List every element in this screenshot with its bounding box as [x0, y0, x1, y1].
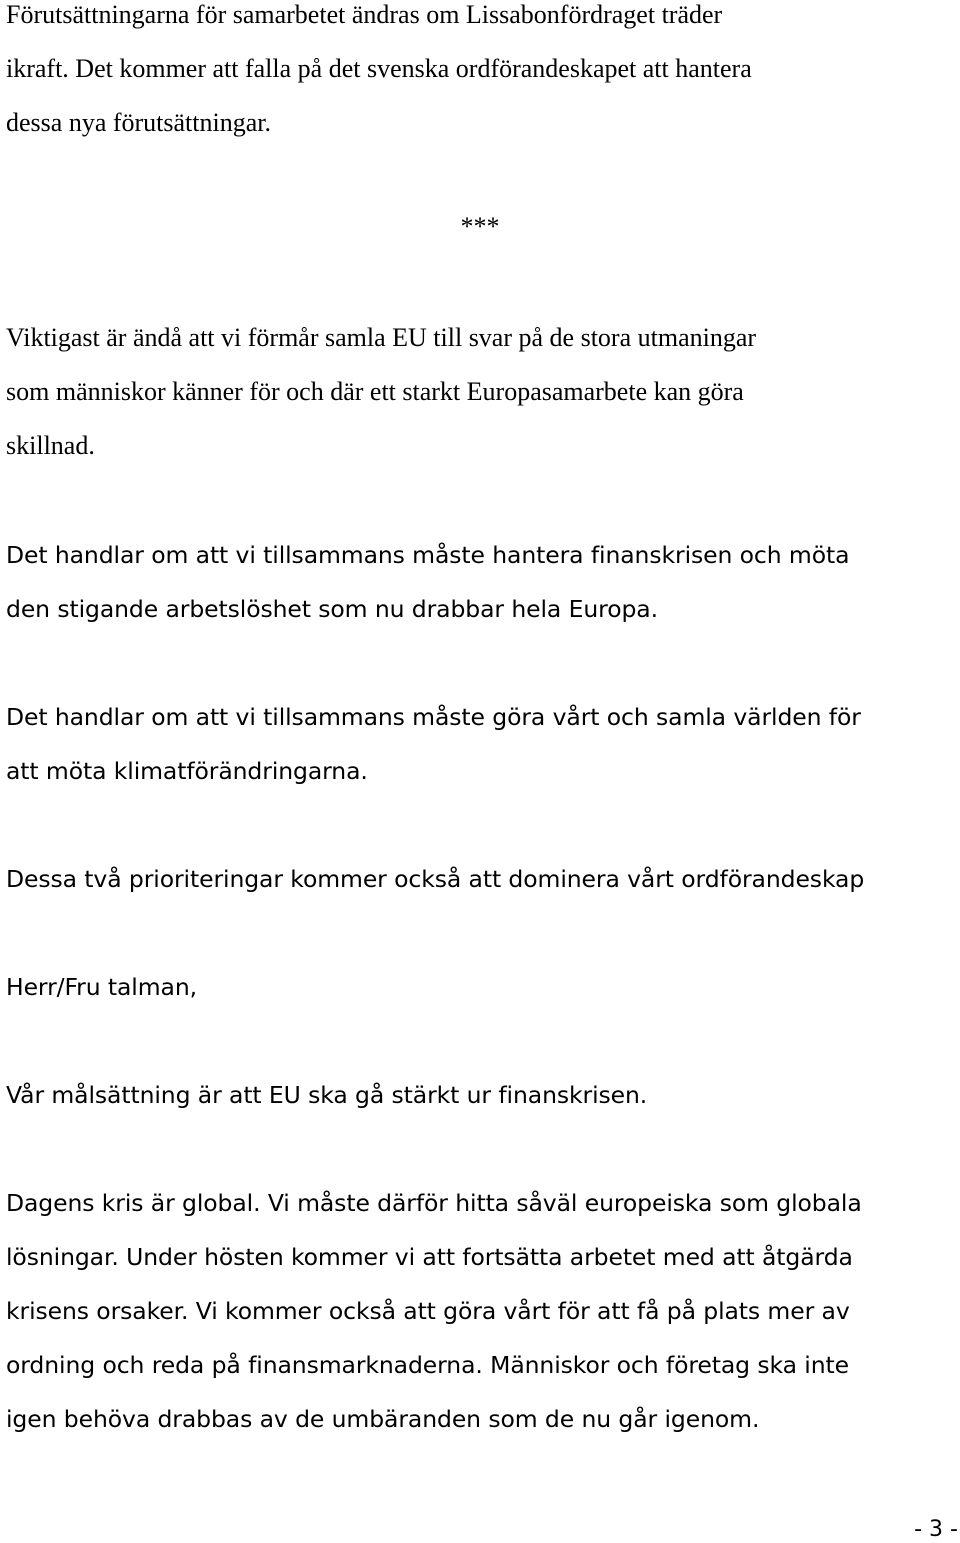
paragraph-global-crisis: Dagens kris är global. Vi måste därför hitta såväl europeiska som globala lösningar. Under hösten kommer vi att fortsätta arbetet med att åtgärda krisens orsaker. Vi kommer också att göra vårt för att få på plats mer av ordning och reda på finansmarknaderna. Människor och företag ska inte igen behöva drabbas av de umbäranden som de nu går igenom.: [6, 1189, 862, 1433]
paragraph-lisbon-treaty: Förutsättningarna för samarbetet ändras om Lissabonfördraget träder ikraft. Det kommer att falla på det svenska ordförandeskapet att hantera dessa nya förutsättningar.: [6, 0, 752, 137]
salutation: Herr/Fru talman,: [6, 973, 197, 1001]
page-number: - 3 -: [914, 1517, 958, 1542]
paragraph-financial-crisis: Det handlar om att vi tillsammans måste hantera finanskrisen och möta den stigande arbetslöshet som nu drabbar hela Europa.: [6, 541, 850, 623]
paragraph-priorities: Dessa två prioriteringar kommer också att dominera vårt ordförandeskap: [6, 865, 865, 893]
paragraph-eu-challenges: Viktigast är ändå att vi förmår samla EU till svar på de stora utmaningar som människor känner för och där ett starkt Europasamarbete kan göra skillnad.: [6, 323, 757, 460]
paragraph-goal: Vår målsättning är att EU ska gå stärkt ur finanskrisen.: [6, 1081, 648, 1109]
section-separator: ***: [460, 212, 500, 241]
paragraph-climate: Det handlar om att vi tillsammans måste göra vårt och samla världen för att möta klimatförändringarna.: [6, 703, 861, 785]
